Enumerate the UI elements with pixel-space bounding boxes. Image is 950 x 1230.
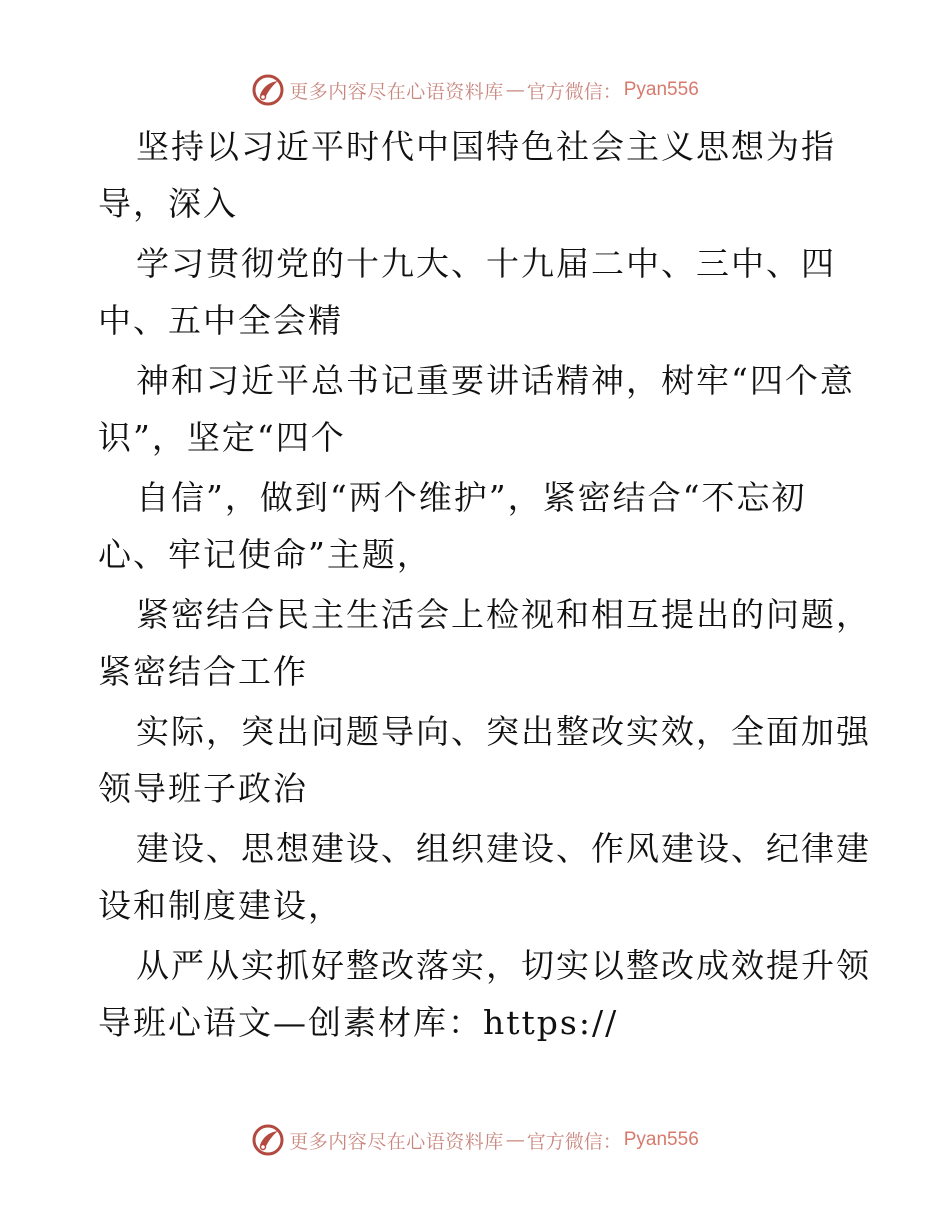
- header-watermark: [0, 70, 950, 110]
- paragraph-line: 自信”，做到“两个维护”，紧密结合“不忘初: [136, 478, 807, 517]
- paragraph-line: 从严从实抓好整改落实，切实以整改成效提升领: [136, 946, 871, 985]
- paragraph-line: 学习贯彻党的十九大、十九届二中、三中、四: [136, 244, 836, 283]
- paragraph-line: 坚持以习近平时代中国特色社会主义思想为指: [136, 127, 836, 166]
- paragraph: [0, 820, 950, 937]
- header-brand-text: 更多内容尽在心语资料库: [289, 80, 504, 103]
- paragraph: [0, 352, 950, 469]
- paragraph-line: 紧密结合民主生活会上检视和相互提出的问题，: [136, 595, 871, 634]
- paragraph: [0, 586, 950, 703]
- paragraph: [0, 235, 950, 352]
- header-wechat-id: Pyan556: [623, 79, 699, 100]
- paragraph: [0, 118, 950, 235]
- document-body: [0, 118, 950, 1054]
- header-wechat-label: 官方微信：: [526, 80, 622, 103]
- paragraph-line: 领导班子政治: [98, 769, 308, 808]
- paragraph: [0, 703, 950, 820]
- paragraph-line: 导班心语文—创素材库：https://: [98, 1003, 619, 1042]
- paragraph-line: 设和制度建设，: [98, 886, 343, 925]
- paragraph-line: 心、牢记使命”主题，: [98, 535, 432, 574]
- footer-wechat-label: 官方微信：: [526, 1130, 622, 1153]
- footer-watermark: [0, 1120, 950, 1160]
- footer-separator: —: [505, 1129, 525, 1151]
- paragraph-line: 紧密结合工作: [98, 652, 308, 691]
- paragraph-line: 中、五中全会精: [98, 301, 343, 340]
- paragraph-line: 建设、思想建设、组织建设、作风建设、纪律建: [136, 829, 871, 868]
- paragraph-line: 实际，突出问题导向、突出整改实效，全面加强: [136, 712, 871, 751]
- brand-logo-icon: [251, 1123, 285, 1157]
- paragraph-line: 识”，坚定“四个: [98, 418, 346, 457]
- footer-wechat-id: Pyan556: [623, 1129, 699, 1150]
- footer-brand-text: 更多内容尽在心语资料库: [289, 1130, 504, 1153]
- header-separator: —: [505, 79, 525, 101]
- paragraph-line: 神和习近平总书记重要讲话精神，树牢“四个意: [136, 361, 855, 400]
- paragraph: [0, 937, 950, 1054]
- paragraph-line: 导，深入: [98, 184, 238, 223]
- brand-logo-icon: [251, 73, 285, 107]
- paragraph: [0, 469, 950, 586]
